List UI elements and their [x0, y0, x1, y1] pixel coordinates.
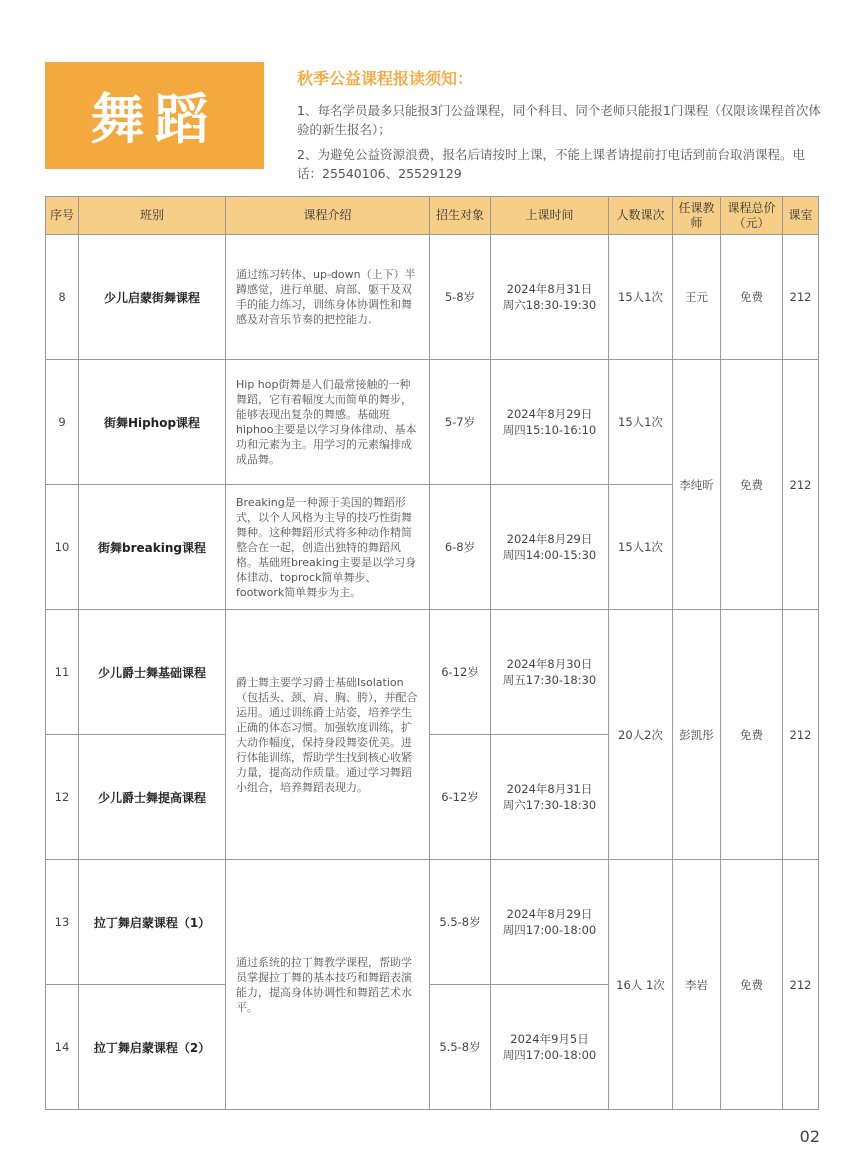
row-size: 20人2次	[609, 610, 673, 860]
header-no: 序号	[46, 197, 79, 235]
row-desc: Hip hop街舞是人们最常接触的一种舞蹈，它有着幅度大而简单的舞步，能够表现出复杂的舞感。基础班hiphoo主要是以学习身体律动、基本功和元素为主。用学习的元素编排成成品舞。	[226, 360, 430, 485]
row-hours: 周四14:00-15:30	[502, 548, 597, 562]
row-time	[491, 985, 609, 1110]
row-no: 12	[46, 735, 79, 860]
row-room: 212	[783, 610, 819, 860]
row-teacher: 李纯昕	[673, 360, 721, 610]
row-time	[491, 860, 609, 985]
row-hours: 周六17:30-18:30	[502, 798, 597, 812]
row-date: 2024年8月29日	[506, 907, 593, 921]
row-desc: 爵士舞主要学习爵士基础Isolation（包括头、颈、肩、胸、胯），并配合运用。通过训练爵士站姿，培养学生正确的体态习惯。加强软度训练，扩大动作幅度，保持身段舞姿优美。进行体能训练，帮助学生找到核心收紧力量，提高动作质量。通过学习舞蹈小组合，培养舞蹈表现力。	[226, 610, 430, 860]
notice-item: 2、为避免公益资源浪费，报名后请按时上课，不能上课者请提前打电话到前台取消课程。电话：25540106、25529129	[297, 147, 805, 181]
row-desc: 通过练习转体、up-down（上下）半蹲感觉，进行单腿、肩部、躯干及双手的能力练习，训练身体协调性和舞感及对音乐节奏的把控能力.	[226, 235, 430, 360]
row-no: 8	[46, 235, 79, 360]
row-size: 16人 1次	[609, 860, 673, 1110]
row-price: 免费	[721, 610, 783, 860]
header-target: 招生对象	[430, 197, 491, 235]
row-target: 6-12岁	[430, 735, 491, 860]
header-desc: 课程介绍	[226, 197, 430, 235]
row-time	[491, 735, 609, 860]
notice-item: 1、每名学员最多只能报3门公益课程，同个科目、同个老师只能报1门课程（仅限该课程首次体验的新生报名）；	[297, 103, 821, 137]
row-target: 6-8岁	[430, 485, 491, 610]
row-desc: 通过系统的拉丁舞教学课程，帮助学员掌握拉丁舞的基本技巧和舞蹈表演能力，提高身体协调性和舞蹈艺术水平。	[226, 860, 430, 1110]
row-no: 9	[46, 360, 79, 485]
row-size: 15人1次	[609, 235, 673, 360]
page-number: 02	[799, 1127, 820, 1146]
row-name: 少儿爵士舞提高课程	[79, 735, 226, 860]
row-target: 5.5-8岁	[430, 985, 491, 1110]
table-header-row	[46, 197, 819, 235]
row-date: 2024年9月5日	[510, 1032, 589, 1046]
row-price: 免费	[721, 360, 783, 610]
header-teacher: 任课教师	[673, 197, 721, 235]
table-row	[46, 860, 819, 985]
row-name: 街舞breaking课程	[79, 485, 226, 610]
row-name: 少儿爵士舞基础课程	[79, 610, 226, 735]
row-hours: 周五17:30-18:30	[502, 673, 597, 687]
row-hours: 周四15:10-16:10	[502, 423, 597, 437]
row-date: 2024年8月29日	[506, 407, 593, 421]
row-no: 13	[46, 860, 79, 985]
row-target: 5.5-8岁	[430, 860, 491, 985]
header-room: 课室	[783, 197, 819, 235]
header-price: 课程总价（元）	[721, 197, 783, 235]
row-no: 11	[46, 610, 79, 735]
row-room: 212	[783, 360, 819, 610]
row-hours: 周六18:30-19:30	[502, 298, 597, 312]
row-size: 15人1次	[609, 485, 673, 610]
row-room: 212	[783, 235, 819, 360]
row-hours: 周四17:00-18:00	[502, 923, 597, 937]
row-teacher: 王元	[673, 235, 721, 360]
row-date: 2024年8月29日	[506, 532, 593, 546]
header-class: 班别	[79, 197, 226, 235]
notice-title: 秋季公益课程报读须知：	[297, 69, 474, 88]
row-no: 10	[46, 485, 79, 610]
row-name: 少儿启蒙街舞课程	[79, 235, 226, 360]
row-teacher: 彭凯彤	[673, 610, 721, 860]
row-date: 2024年8月30日	[506, 657, 593, 671]
row-size: 15人1次	[609, 360, 673, 485]
row-teacher: 李岩	[673, 860, 721, 1110]
table-row	[46, 610, 819, 735]
row-hours: 周四17:00-18:00	[502, 1048, 597, 1062]
section-banner	[45, 62, 264, 169]
row-time	[491, 360, 609, 485]
row-name: 街舞Hiphop课程	[79, 360, 226, 485]
header-size: 人数课次	[609, 197, 673, 235]
table-row	[46, 235, 819, 360]
row-room: 212	[783, 860, 819, 1110]
row-target: 6-12岁	[430, 610, 491, 735]
row-time	[491, 485, 609, 610]
row-name: 拉丁舞启蒙课程（1）	[79, 860, 226, 985]
row-time	[491, 610, 609, 735]
row-time	[491, 235, 609, 360]
section-title: 舞蹈	[90, 88, 219, 151]
row-target: 5-7岁	[430, 360, 491, 485]
header-time: 上课时间	[491, 197, 609, 235]
table-row	[46, 360, 819, 485]
row-price: 免费	[721, 860, 783, 1110]
row-price: 免费	[721, 235, 783, 360]
course-table	[45, 196, 819, 1110]
row-date: 2024年8月31日	[506, 782, 593, 796]
row-no: 14	[46, 985, 79, 1110]
row-date: 2024年8月31日	[506, 282, 593, 296]
row-name: 拉丁舞启蒙课程（2）	[79, 985, 226, 1110]
enrollment-notice	[297, 66, 827, 189]
row-desc: Breaking是一种源于美国的舞蹈形式，以个人风格为主导的技巧性街舞舞种。这种舞蹈形式将多种动作精简整合在一起，创造出独特的舞蹈风格。基础班breaking主要是以学习身体律动、toprock简单舞步、footwork简单舞步为主。	[226, 485, 430, 610]
row-target: 5-8岁	[430, 235, 491, 360]
